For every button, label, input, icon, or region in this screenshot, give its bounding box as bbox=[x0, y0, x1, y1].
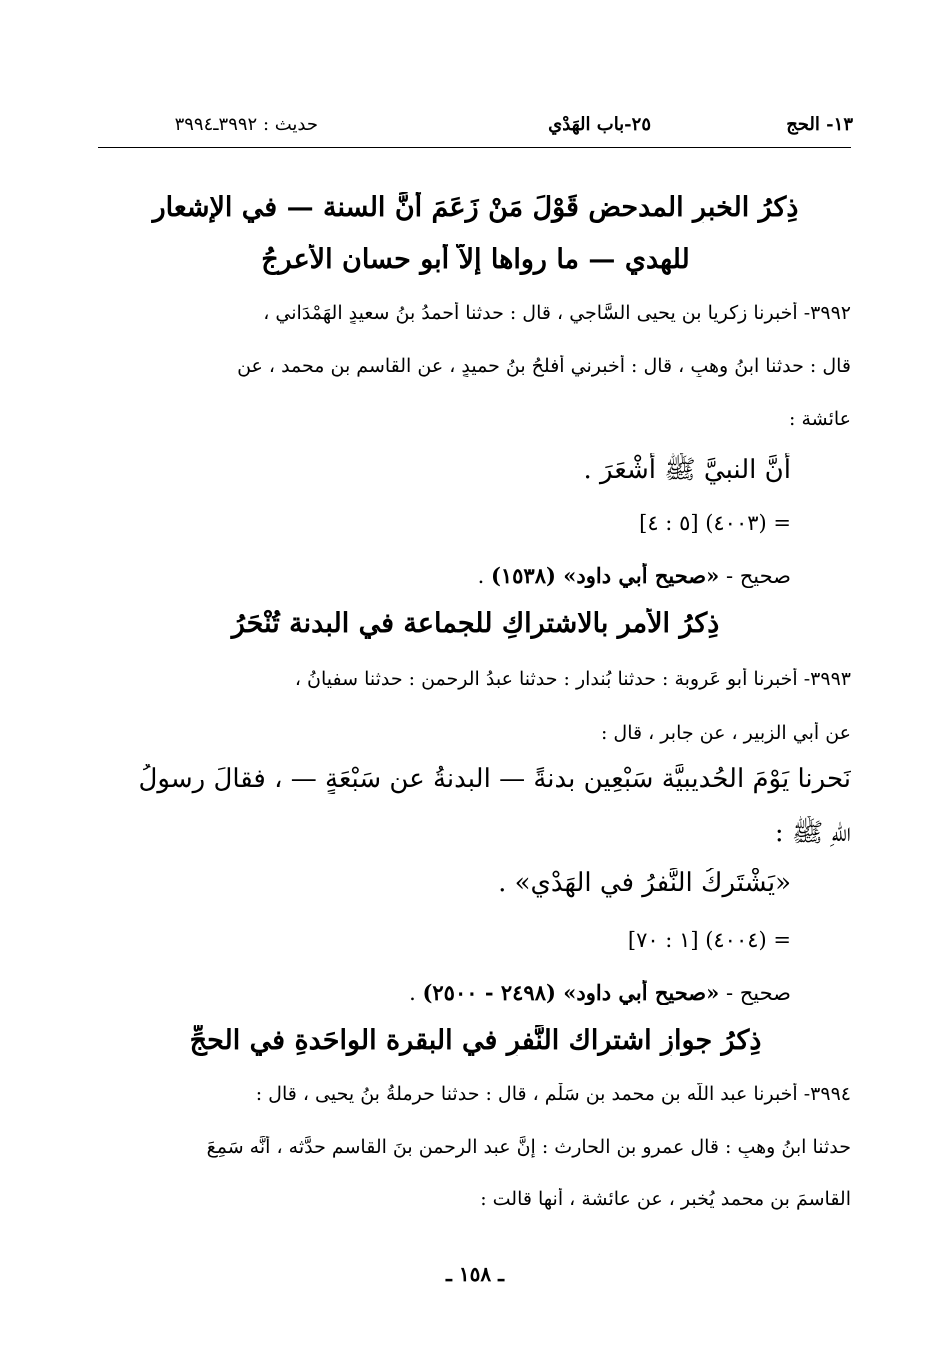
section-1-grading bbox=[101, 563, 791, 588]
section-2-grade-source: «صحيح أبي داود» (٢٤٩٨ - ٢٥٠٠) bbox=[422, 980, 720, 1005]
section-2-reference: = (٤٠٠٤) [١ : ٧٠] bbox=[627, 928, 791, 952]
section-1-grade-prefix: صحيح - bbox=[719, 564, 791, 588]
page-number: ـ ١٥٨ ـ bbox=[446, 1262, 504, 1286]
section-1-isnad-line-1: ٣٩٩٢- أخبرنا زكريا بن يحيى السَّاجي ، قال : حدثنا أحمدُ بنُ سعيدٍ الهَمْدَاني ، bbox=[263, 302, 851, 324]
section-3-isnad-line-1: ٣٩٩٤- أخبرنا عبد اللّه بن محمد بن سَلْمٍ ، قال : حدثنا حرملةُ بنُ يحيى ، قال : bbox=[255, 1083, 851, 1105]
section-2-title: ذِكرُ الأمر بالاشتراكِ للجماعة في البدنة تُنْحَرُ bbox=[231, 608, 720, 639]
section-1-grade-suffix: . bbox=[477, 564, 491, 588]
section-2-grade-suffix: . bbox=[409, 981, 423, 1005]
section-2-matn-line-3: «يَشْتَرِكُ النَّفرُ في الهَدْي» . bbox=[498, 868, 791, 898]
section-3-title: ذِكرُ جوازِ اشتراك النَّفرِ في البقرة الواحَدةِ في الحجِّ bbox=[189, 1025, 762, 1056]
section-1-isnad-line-3: عائشة : bbox=[789, 408, 851, 430]
header-divider bbox=[98, 147, 851, 148]
section-1-title-line-1: ذِكرُ الخبرِ المدحض قَوْلَ مَنْ زَعَمَ أنَّ السنة — في الإشعار bbox=[152, 192, 799, 223]
header-hadith-range: حديث : ٣٩٩٢ـ٣٩٩٤ bbox=[174, 114, 318, 135]
section-3-isnad-line-2: حدثنا ابنُ وهبٍ : قال عمرو بن الحارث : إنَّ عبد الرحمن بنَ القاسم حدَّثه ، أنَّه سَمِعَ bbox=[206, 1136, 851, 1158]
header-chapter: ٢٥-باب الهَدْي bbox=[548, 114, 651, 135]
section-2-isnad-line-2: عن أبي الزبير ، عن جابر ، قال : bbox=[600, 722, 851, 744]
section-2-grading bbox=[101, 980, 791, 1005]
section-1-reference: = (٤٠٠٣) [٥ : ٤] bbox=[639, 511, 791, 535]
section-1-title-line-2: للهدي — ما رواها إلاَّ أبو حسان الأعرجُ bbox=[261, 244, 690, 275]
section-2-matn-line-1: نَحرنا يَوْمَ الحُديبيَّة سَبْعِين بدنةً — البدنةُ عن سَبْعَةٍ — ، فقالَ رسولُ bbox=[138, 764, 851, 794]
section-1-grade-source: «صحيح أبي داود» (١٥٣٨) bbox=[490, 563, 720, 588]
section-2-grade-prefix: صحيح - bbox=[719, 981, 791, 1005]
header-book: ١٣- الحج bbox=[786, 114, 853, 135]
section-2-isnad-line-1: ٣٩٩٣- أخبرنا أبو عَروبة : حدثنا بُندار : حدثنا عبدُ الرحمن : حدثنا سفيانُ ، bbox=[294, 668, 851, 690]
section-1-isnad-line-2: قال : حدثنا ابنُ وهبٍ ، قال : أخبرني أفلحُ بنُ حميدٍ ، عن القاسمِ بنِ محمد ، عن bbox=[237, 355, 851, 377]
section-2-matn-line-2: اللّهِ ﷺ : bbox=[774, 818, 851, 848]
section-1-matn-line-1: أنَّ النبيَّ ﷺ أَشْعَرَ . bbox=[583, 455, 791, 485]
section-3-isnad-line-3: القاسمَ بن محمد يُخبر ، عن عائشة ، أنها قالت : bbox=[480, 1188, 851, 1210]
